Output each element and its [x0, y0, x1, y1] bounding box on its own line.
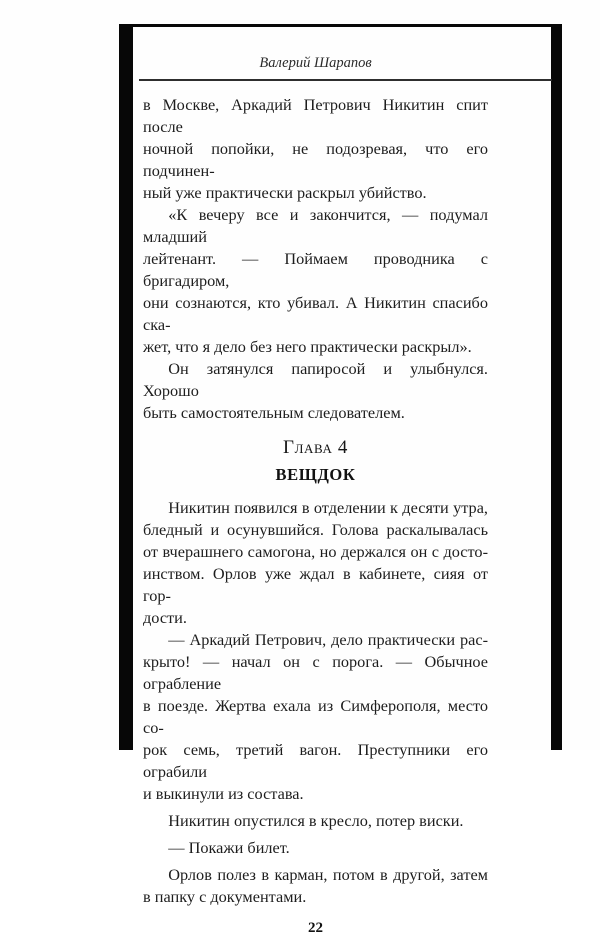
scan-edge-left [119, 24, 133, 750]
text-line: быть самостоятельным следователем. [143, 403, 405, 422]
text-line: Никитин опустился в кресло, потер виски. [168, 811, 464, 830]
text-line: — Аркадий Петрович, дело практически рас- [168, 630, 488, 649]
text-line: Никитин появился в отделении к десяти утра, [168, 498, 488, 517]
paragraph [143, 864, 488, 908]
text-line: «К вечеру все и закончится, — подумал младший [143, 205, 488, 246]
text-line: от вчерашнего самогона, но держался он с досто- [143, 542, 488, 561]
text-line: лейтенант. — Поймаем проводника с бригадиром, [143, 249, 488, 290]
running-header-author: Валерий Шарапов [259, 55, 372, 71]
text-line: Орлов полез в карман, потом в другой, затем [168, 865, 488, 884]
paragraph [143, 629, 488, 805]
scan-edge-right [551, 24, 562, 750]
text-line: ночной попойки, не подозревая, что его подчинен- [143, 139, 488, 180]
text-line: инством. Орлов уже ждал в кабинете, сияя от гор- [143, 564, 488, 605]
text-line: в Москве, Аркадий Петрович Никитин спит после [143, 95, 488, 136]
text-line: дости. [143, 608, 187, 627]
text-line: Он затянулся папиросой и улыбнулся. Хорошо [143, 359, 488, 400]
page-number: 22 [308, 920, 323, 936]
scan-edge-top [119, 24, 562, 27]
text-line: — Покажи билет. [168, 838, 290, 857]
text-line: бледный и осунувшийся. Голова раскалывалась [143, 520, 488, 539]
paragraph [143, 810, 488, 832]
header-rule [139, 79, 552, 81]
section-title: ВЕЩДОК [275, 465, 356, 484]
paragraph [143, 497, 488, 629]
text-line: они сознаются, кто убивал. А Никитин спасибо ска- [143, 293, 488, 334]
page-body [143, 94, 488, 939]
text-line: рок семь, третий вагон. Преступники его ограбили [143, 740, 488, 781]
text-line: и выкинули из состава. [143, 784, 304, 803]
text-line: в папку с документами. [143, 887, 307, 906]
paragraph [143, 204, 488, 358]
text-line: жет, что я дело без него практически раскрыл». [143, 337, 472, 356]
text-line: крыто! — начал он с порога. — Обычное ограбление [143, 652, 488, 693]
text-line: в поезде. Жертва ехала из Симферополя, место со- [143, 696, 488, 737]
chapter-heading: Глава 4 [283, 437, 348, 458]
paragraph [143, 94, 488, 204]
paragraph [143, 837, 488, 859]
paragraph [143, 358, 488, 424]
text-line: ный уже практически раскрыл убийство. [143, 183, 427, 202]
